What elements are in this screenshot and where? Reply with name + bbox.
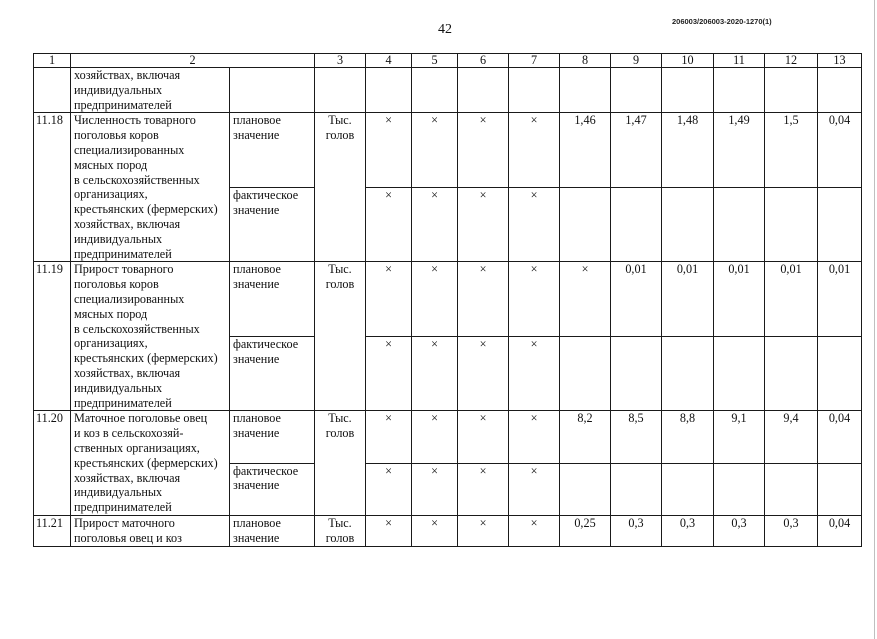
fact-value-cell: × xyxy=(458,336,509,410)
column-number: 8 xyxy=(560,54,611,68)
column-number-row xyxy=(34,54,862,68)
plan-label-cell: плановое значение xyxy=(230,515,315,546)
plan-value-cell: 0,3 xyxy=(714,515,765,546)
indicator-table xyxy=(33,53,862,547)
row-number-cell: 11.19 xyxy=(34,262,71,411)
column-number: 1 xyxy=(34,54,71,68)
fact-value-cell: × xyxy=(509,463,560,515)
plan-value-cell: 0,01 xyxy=(818,262,862,336)
fact-value-cell xyxy=(611,187,662,261)
unit-cell: Тыс. голов xyxy=(315,411,366,516)
scan-edge-line xyxy=(874,0,875,639)
unit-cell: Тыс. голов xyxy=(315,113,366,262)
fact-value-cell xyxy=(560,187,611,261)
plan-value-cell: 0,25 xyxy=(560,515,611,546)
value-cell xyxy=(765,68,818,113)
plan-value-cell: 8,5 xyxy=(611,411,662,463)
plan-value-cell: × xyxy=(412,113,458,187)
fact-value-cell xyxy=(662,463,714,515)
document-code: 206003/206003-2020-1270(1) xyxy=(672,17,772,26)
row-number-cell xyxy=(34,68,71,113)
fact-value-cell: × xyxy=(366,336,412,410)
plan-value-cell: 0,01 xyxy=(714,262,765,336)
plan-value-cell: 9,1 xyxy=(714,411,765,463)
plan-value-cell: × xyxy=(366,262,412,336)
fact-value-cell xyxy=(560,463,611,515)
fact-label-cell: фактическое значение xyxy=(230,463,315,515)
value-cell xyxy=(662,68,714,113)
value-cell xyxy=(509,68,560,113)
plan-value-cell: 0,3 xyxy=(662,515,714,546)
plan-label-cell: плановое значение xyxy=(230,262,315,336)
plan-value-cell: × xyxy=(509,113,560,187)
value-cell xyxy=(611,68,662,113)
plan-value-cell: 0,3 xyxy=(765,515,818,546)
plan-value-cell: 0,04 xyxy=(818,113,862,187)
plan-value-cell: 1,47 xyxy=(611,113,662,187)
plan-value-cell: × xyxy=(412,262,458,336)
value-cell xyxy=(366,68,412,113)
value-cell xyxy=(818,68,862,113)
unit-cell: Тыс. голов xyxy=(315,515,366,546)
indicator-row xyxy=(34,262,862,336)
plan-value-cell: 8,2 xyxy=(560,411,611,463)
plan-value-cell: 0,01 xyxy=(611,262,662,336)
fact-value-cell xyxy=(560,336,611,410)
fact-value-cell xyxy=(765,336,818,410)
plan-value-cell: 0,3 xyxy=(611,515,662,546)
value-cell xyxy=(315,68,366,113)
fact-value-cell: × xyxy=(412,463,458,515)
column-number: 10 xyxy=(662,54,714,68)
fact-value-cell: × xyxy=(509,336,560,410)
value-kind-cell xyxy=(230,68,315,113)
plan-value-cell: × xyxy=(509,411,560,463)
indicator-row xyxy=(34,515,862,546)
column-number: 3 xyxy=(315,54,366,68)
fact-value-cell xyxy=(818,463,862,515)
fact-value-cell: × xyxy=(458,463,509,515)
plan-value-cell: 1,5 xyxy=(765,113,818,187)
fact-label-cell: фактическое значение xyxy=(230,187,315,261)
plan-value-cell: 1,46 xyxy=(560,113,611,187)
continuation-row xyxy=(34,68,862,113)
plan-value-cell: 9,4 xyxy=(765,411,818,463)
indicator-name-cell: хозяйствах, включая индивидуальных предпринимателей xyxy=(71,68,230,113)
column-number: 7 xyxy=(509,54,560,68)
fact-value-cell xyxy=(765,187,818,261)
fact-value-cell xyxy=(714,336,765,410)
fact-value-cell: × xyxy=(366,463,412,515)
column-number: 9 xyxy=(611,54,662,68)
column-number: 4 xyxy=(366,54,412,68)
page-number: 42 xyxy=(438,22,452,37)
fact-value-cell: × xyxy=(412,187,458,261)
plan-value-cell: × xyxy=(560,262,611,336)
plan-value-cell: × xyxy=(509,262,560,336)
plan-label-cell: плановое значение xyxy=(230,411,315,463)
indicator-row xyxy=(34,113,862,187)
indicator-name-cell: Численность товарного поголовья коров специализированных мясных пород в сельскохозяйственных организациях, крестьянских (фермерских) хозяйствах, включая индивидуальных предпринимателей xyxy=(71,113,230,262)
row-number-cell: 11.21 xyxy=(34,515,71,546)
fact-value-cell xyxy=(662,187,714,261)
value-cell xyxy=(714,68,765,113)
column-number: 6 xyxy=(458,54,509,68)
fact-label-cell: фактическое значение xyxy=(230,336,315,410)
fact-value-cell xyxy=(714,187,765,261)
indicator-name-cell: Прирост товарного поголовья коров специализированных мясных пород в сельскохозяйственных организациях, крестьянских (фермерских) хозяйствах, включая индивидуальных предпринимателей xyxy=(71,262,230,411)
fact-value-cell: × xyxy=(509,187,560,261)
plan-value-cell: × xyxy=(458,515,509,546)
column-number: 12 xyxy=(765,54,818,68)
plan-value-cell: × xyxy=(509,515,560,546)
plan-value-cell: 1,49 xyxy=(714,113,765,187)
plan-value-cell: 0,01 xyxy=(662,262,714,336)
fact-value-cell xyxy=(611,336,662,410)
value-cell xyxy=(412,68,458,113)
value-cell xyxy=(560,68,611,113)
fact-value-cell xyxy=(818,336,862,410)
plan-value-cell: × xyxy=(458,411,509,463)
fact-value-cell xyxy=(611,463,662,515)
column-number: 5 xyxy=(412,54,458,68)
plan-value-cell: × xyxy=(366,515,412,546)
plan-value-cell: 0,01 xyxy=(765,262,818,336)
unit-cell: Тыс. голов xyxy=(315,262,366,411)
plan-value-cell: 0,04 xyxy=(818,515,862,546)
fact-value-cell xyxy=(765,463,818,515)
column-number: 13 xyxy=(818,54,862,68)
fact-value-cell: × xyxy=(366,187,412,261)
fact-value-cell xyxy=(662,336,714,410)
indicator-row xyxy=(34,411,862,463)
fact-value-cell xyxy=(818,187,862,261)
indicator-name-cell: Прирост маточного поголовья овец и коз xyxy=(71,515,230,546)
plan-value-cell: 0,04 xyxy=(818,411,862,463)
row-number-cell: 11.18 xyxy=(34,113,71,262)
plan-value-cell: × xyxy=(412,515,458,546)
row-number-cell: 11.20 xyxy=(34,411,71,516)
plan-value-cell: × xyxy=(366,113,412,187)
plan-label-cell: плановое значение xyxy=(230,113,315,187)
indicator-name-cell: Маточное поголовье овец и коз в сельскохозяй- ственных организациях, крестьянских (фермерских) хозяйствах, включая индивидуальных предпринимателей xyxy=(71,411,230,516)
plan-value-cell: × xyxy=(412,411,458,463)
value-cell xyxy=(458,68,509,113)
plan-value-cell: 8,8 xyxy=(662,411,714,463)
fact-value-cell: × xyxy=(412,336,458,410)
plan-value-cell: × xyxy=(458,262,509,336)
fact-value-cell xyxy=(714,463,765,515)
plan-value-cell: × xyxy=(366,411,412,463)
fact-value-cell: × xyxy=(458,187,509,261)
column-number: 11 xyxy=(714,54,765,68)
table-body xyxy=(34,54,862,547)
plan-value-cell: 1,48 xyxy=(662,113,714,187)
column-number: 2 xyxy=(71,54,315,68)
plan-value-cell: × xyxy=(458,113,509,187)
